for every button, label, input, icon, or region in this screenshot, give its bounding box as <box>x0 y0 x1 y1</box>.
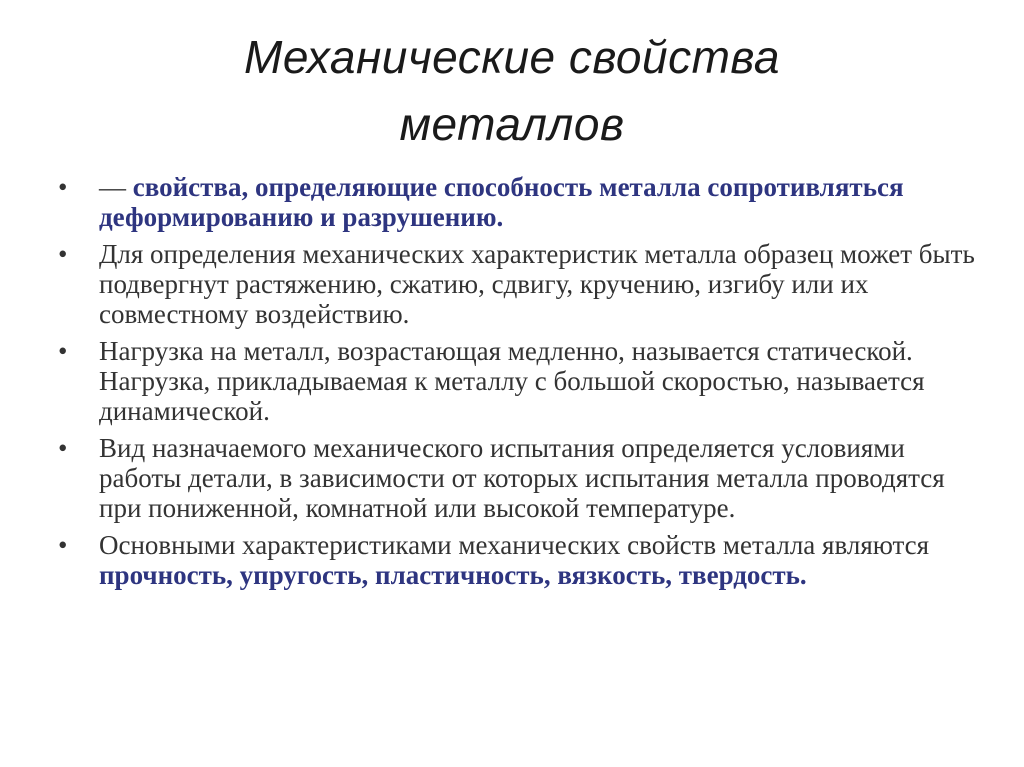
slide-title-line-1: Механические свойства <box>244 31 780 83</box>
bullet-icon: • <box>58 433 68 463</box>
bullet-characteristics-highlight: прочность, упругость, пластичность, вязкость, твердость. <box>99 560 807 590</box>
bullet-text: Основными характеристиками механических свойств металла являются <box>99 530 930 560</box>
bullet-text: Для определения механических характеристик металла образец может быть подвергнут растяжению, сжатию, сдвигу, кручению, изгибу или их совместному воздействию. <box>99 239 975 329</box>
bullet-list <box>55 172 985 597</box>
bullet-item-load-types <box>55 336 985 426</box>
bullet-lead-dash: — <box>99 172 133 202</box>
bullet-item-testing-types <box>55 239 985 329</box>
slide-title <box>60 24 964 158</box>
bullet-text: Нагрузка на металл, возрастающая медленно, называется статической. Нагрузка, прикладываемая к металлу с большой скоростью, называется динамической. <box>99 336 925 426</box>
bullet-item-test-conditions <box>55 433 985 523</box>
slide-title-line-2: металлов <box>399 98 625 150</box>
bullet-item-definition <box>55 172 985 232</box>
bullet-icon: • <box>58 336 68 366</box>
bullet-item-main-characteristics <box>55 530 985 590</box>
bullet-icon: • <box>58 239 68 269</box>
bullet-definition-highlight: свойства, определяющие способность металла сопротивляться деформированию и разрушению. <box>99 172 904 232</box>
bullet-text: Вид назначаемого механического испытания определяется условиями работы детали, в зависимости от которых испытания металла проводятся при пониженной, комнатной или высокой температуре. <box>99 433 945 523</box>
bullet-icon: • <box>58 530 68 560</box>
bullet-icon: • <box>58 172 68 202</box>
